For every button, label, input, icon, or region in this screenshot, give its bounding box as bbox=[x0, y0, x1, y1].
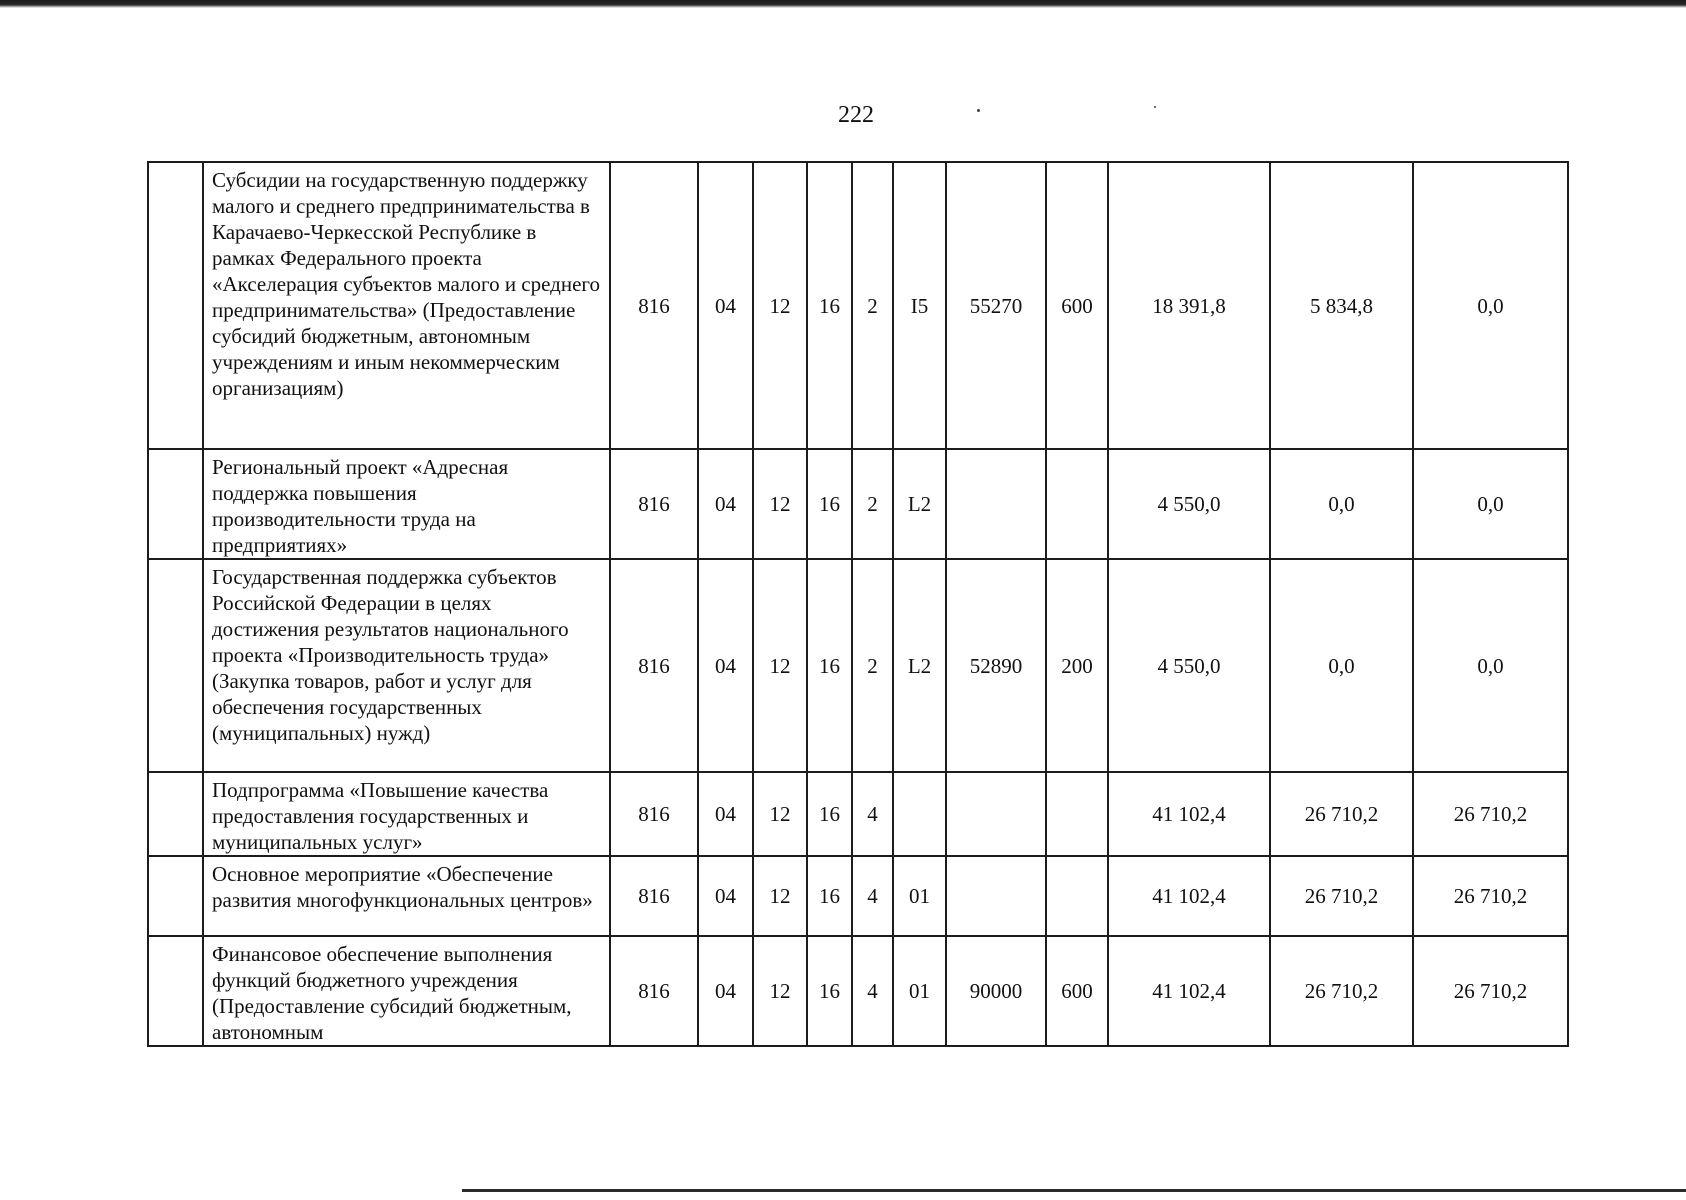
row-number-cell bbox=[148, 162, 203, 449]
subsection-code: 12 bbox=[753, 856, 807, 936]
ministry-code: 816 bbox=[610, 559, 698, 772]
event-code: L2 bbox=[893, 449, 946, 559]
program-code: 16 bbox=[807, 449, 852, 559]
row-description: Финансовое обеспечение выполнения функций бюджетного учреждения (Предоставление субсидий бюджетным, автономным bbox=[203, 936, 610, 1046]
row-description: Основное мероприятие «Обеспечение развития многофункциональных центров» bbox=[203, 856, 610, 936]
amount-year-3: 26 710,2 bbox=[1413, 772, 1568, 856]
row-description: Подпрограмма «Повышение качества предоставления государственных и муниципальных услуг» bbox=[203, 772, 610, 856]
ministry-code: 816 bbox=[610, 449, 698, 559]
expense-type-code: 200 bbox=[1046, 559, 1108, 772]
section-code: 04 bbox=[698, 936, 753, 1046]
page-number: 222 bbox=[838, 102, 874, 128]
amount-year-3: 26 710,2 bbox=[1413, 936, 1568, 1046]
amount-year-1: 41 102,4 bbox=[1108, 936, 1270, 1046]
amount-year-2: 5 834,8 bbox=[1270, 162, 1413, 449]
event-code bbox=[893, 772, 946, 856]
subprogram-code: 4 bbox=[852, 936, 893, 1046]
row-description: Субсидии на государственную поддержку малого и среднего предпринимательства в Карачаево-Черкесской Республике в рамках Федерального проекта «Акселерация субъектов малого и среднего предпринимательства» (Предоставление субсидий бюджетным, автономным учреждениям и иным некоммерческим организациям) bbox=[203, 162, 610, 449]
scan-edge-top bbox=[0, 0, 1686, 8]
scan-edge-bottom bbox=[462, 1189, 1686, 1192]
program-code: 16 bbox=[807, 162, 852, 449]
scan-speck bbox=[977, 109, 980, 112]
row-description: Региональный проект «Адресная поддержка повышения производительности труда на предприятиях» bbox=[203, 449, 610, 559]
subsection-code: 12 bbox=[753, 936, 807, 1046]
ministry-code: 816 bbox=[610, 772, 698, 856]
subprogram-code: 2 bbox=[852, 449, 893, 559]
section-code: 04 bbox=[698, 856, 753, 936]
amount-year-3: 26 710,2 bbox=[1413, 856, 1568, 936]
amount-year-3: 0,0 bbox=[1413, 449, 1568, 559]
subsection-code: 12 bbox=[753, 559, 807, 772]
event-code: 01 bbox=[893, 856, 946, 936]
expense-type-code: 600 bbox=[1046, 936, 1108, 1046]
table-row bbox=[148, 772, 1568, 856]
row-number-cell bbox=[148, 936, 203, 1046]
table-row bbox=[148, 162, 1568, 449]
direction-code bbox=[946, 449, 1046, 559]
program-code: 16 bbox=[807, 856, 852, 936]
expense-type-code: 600 bbox=[1046, 162, 1108, 449]
table-row bbox=[148, 449, 1568, 559]
budget-table bbox=[147, 161, 1569, 1047]
amount-year-2: 26 710,2 bbox=[1270, 772, 1413, 856]
row-number-cell bbox=[148, 449, 203, 559]
event-code: L2 bbox=[893, 559, 946, 772]
row-number-cell bbox=[148, 772, 203, 856]
row-description: Государственная поддержка субъектов Российской Федерации в целях достижения результатов национального проекта «Производительность труда» (Закупка товаров, работ и услуг для обеспечения государственных (муниципальных) нужд) bbox=[203, 559, 610, 772]
amount-year-1: 4 550,0 bbox=[1108, 449, 1270, 559]
subprogram-code: 4 bbox=[852, 856, 893, 936]
amount-year-1: 41 102,4 bbox=[1108, 772, 1270, 856]
ministry-code: 816 bbox=[610, 936, 698, 1046]
direction-code: 52890 bbox=[946, 559, 1046, 772]
amount-year-2: 0,0 bbox=[1270, 449, 1413, 559]
subprogram-code: 2 bbox=[852, 162, 893, 449]
subprogram-code: 2 bbox=[852, 559, 893, 772]
ministry-code: 816 bbox=[610, 162, 698, 449]
subsection-code: 12 bbox=[753, 772, 807, 856]
amount-year-1: 4 550,0 bbox=[1108, 559, 1270, 772]
expense-type-code bbox=[1046, 772, 1108, 856]
direction-code bbox=[946, 772, 1046, 856]
subsection-code: 12 bbox=[753, 162, 807, 449]
program-code: 16 bbox=[807, 936, 852, 1046]
expense-type-code bbox=[1046, 856, 1108, 936]
section-code: 04 bbox=[698, 162, 753, 449]
event-code: I5 bbox=[893, 162, 946, 449]
direction-code: 90000 bbox=[946, 936, 1046, 1046]
ministry-code: 816 bbox=[610, 856, 698, 936]
table-row bbox=[148, 936, 1568, 1046]
direction-code bbox=[946, 856, 1046, 936]
subsection-code: 12 bbox=[753, 449, 807, 559]
amount-year-2: 26 710,2 bbox=[1270, 856, 1413, 936]
expense-type-code bbox=[1046, 449, 1108, 559]
program-code: 16 bbox=[807, 559, 852, 772]
amount-year-1: 41 102,4 bbox=[1108, 856, 1270, 936]
row-number-cell bbox=[148, 856, 203, 936]
program-code: 16 bbox=[807, 772, 852, 856]
amount-year-2: 26 710,2 bbox=[1270, 936, 1413, 1046]
section-code: 04 bbox=[698, 772, 753, 856]
section-code: 04 bbox=[698, 559, 753, 772]
amount-year-3: 0,0 bbox=[1413, 162, 1568, 449]
event-code: 01 bbox=[893, 936, 946, 1046]
row-number-cell bbox=[148, 559, 203, 772]
amount-year-2: 0,0 bbox=[1270, 559, 1413, 772]
direction-code: 55270 bbox=[946, 162, 1046, 449]
table-row bbox=[148, 856, 1568, 936]
amount-year-1: 18 391,8 bbox=[1108, 162, 1270, 449]
scan-speck bbox=[1154, 106, 1156, 108]
amount-year-3: 0,0 bbox=[1413, 559, 1568, 772]
table-row bbox=[148, 559, 1568, 772]
subprogram-code: 4 bbox=[852, 772, 893, 856]
section-code: 04 bbox=[698, 449, 753, 559]
